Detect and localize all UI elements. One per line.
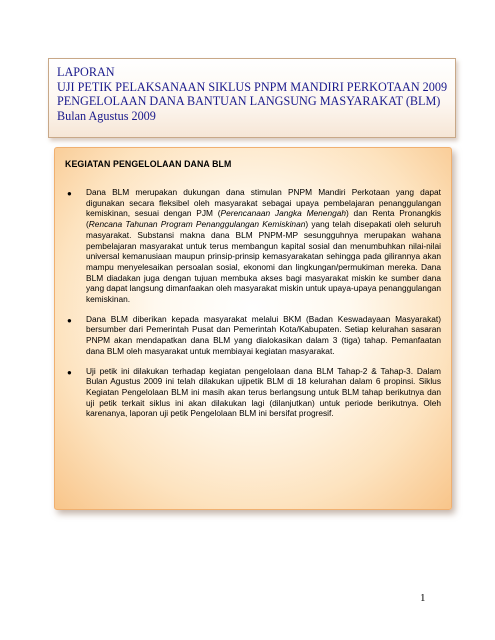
italic-term: Perencanaan Jangka Menengah [220,208,347,219]
bullet-paragraph: Dana BLM diberikan kepada masyarakat melalui BKM (Badan Keswadayaan Masyarakat) bersumber dari Pemerintah Pusat dan Pemerintah Kota/Kabupaten. Setiap kelurahan sasaran PNPM akan mendapatkan dana BLM yang dialokasikan dalam 3 (tiga) tahap. Pemanfaatan dana BLM oleh masyarakat untuk membiayai kegiatan masyarakat. [86,313,441,356]
bullet-list [65,187,441,419]
header-line-uji-petik: UJI PETIK PELAKSANAAN SIKLUS PNPM MANDIRI PERKOTAAN 2009 [57,79,448,94]
bullet-item [65,187,441,305]
bullet-paragraph: Dana BLM merupakan dukungan dana stimulan PNPM Mandiri Perkotaan yang dapat digunakan secara fleksibel oleh masyarakat sebagai upaya pembelajaran penanggulangan kemiskinan, sesuai dengan PJM (Perencanaan Jangka Menengah) dan Renta Pronangkis (Rencana Tahunan Program Penanggulangan Kemiskinan) yang telah disepakati oleh seluruh masyarakat. Substansi makna dana BLM PNPM-MP sesungguhnya merupakan wahana pembelajaran masyarakat untuk terus membangun kapital sosial dan menumbuhkan nilai-nilai universal kemanusiaan maupun prinsip-prinsip kemasyarakatan sehingga pada gilirannya akan mampu menyelesaikan persoalan sosial, ekonomi dan lingkungan/permukiman mereka. Dana BLM diadakan juga dengan tujuan membuka akses bagi masyarakat miskin ke sumber dana yang dapat langsung dimanfaakan oleh masyarakat miskin untuk upaya-upaya penanggulangan kemiskinan. [86,187,441,305]
header-line-bulan: Bulan Agustus 2009 [57,108,156,123]
page-number: 1 [420,592,426,604]
section-title: KEGIATAN PENGELOLAAN DANA BLM [65,159,232,169]
report-header [48,58,456,138]
header-line-laporan: LAPORAN [57,65,115,79]
bullet-item [65,314,441,357]
bullet-item [65,366,441,420]
bullet-dot-icon: ● [67,367,72,377]
content-box [54,147,452,510]
bullet-dot-icon: ● [67,189,72,198]
italic-term: Rencana Tahunan Program Penanggulangan Kemiskinan [88,219,306,230]
bullet-paragraph: Uji petik ini dilakukan terhadap kegiatan pengelolaan dana BLM Tahap-2 & Tahap-3. Dalam Bulan Agustus 2009 ini telah dilakukan ujipetik BLM di 18 kelurahan dalam 6 propinsi. Siklus Kegiatan Pengelolaan BLM ini masih akan terus berlangsung untuk BLM tahap berikutnya dan uji petik terkait siklus ini akan dilakukan lagi (dilanjutkan) untuk periode berikutnya. Oleh karenanya, laporan uji petik Pengelolaan BLM ini bersifat progresif. [86,365,441,419]
header-line-pengelolaan: PENGELOLAAN DANA BANTUAN LANGSUNG MASYARAKAT (BLM) [57,94,441,108]
bullet-dot-icon: ● [67,315,72,325]
